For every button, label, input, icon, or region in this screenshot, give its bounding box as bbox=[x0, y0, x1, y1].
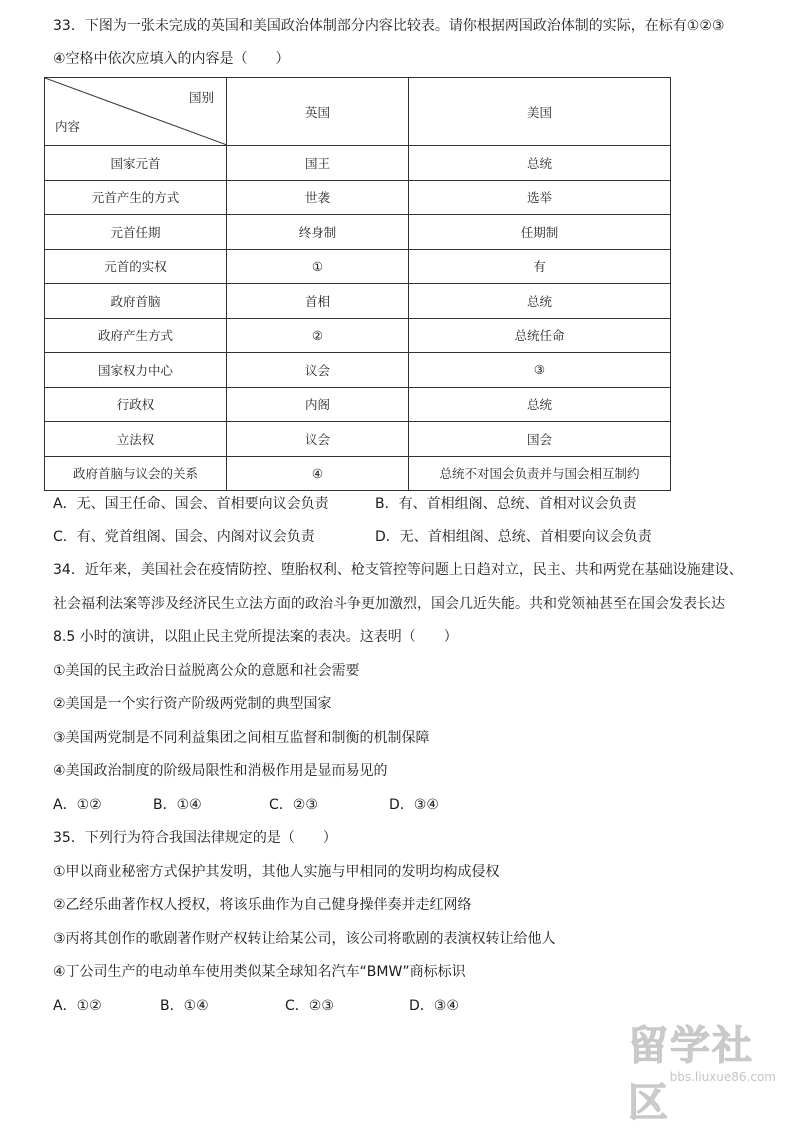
q33-options-row2 bbox=[53, 527, 652, 547]
uk-cell: ④ bbox=[227, 456, 409, 491]
table-row bbox=[45, 284, 671, 319]
uk-cell: 国王 bbox=[227, 146, 409, 181]
q33-option-d: D．无、首相组阁、总统、首相要向议会负责 bbox=[375, 529, 652, 545]
uk-cell: 议会 bbox=[227, 422, 409, 457]
q33-option-c: C．有、党首组阁、国会、内阁对议会负责 bbox=[53, 529, 315, 545]
q33-option-b: B．有、首相组阁、总统、首相对议会负责 bbox=[375, 496, 637, 512]
us-cell: 任期制 bbox=[409, 215, 671, 250]
row-label: 国家元首 bbox=[45, 146, 227, 181]
table-row bbox=[45, 456, 671, 491]
uk-cell: 终身制 bbox=[227, 215, 409, 250]
table-row bbox=[45, 422, 671, 457]
row-label: 元首的实权 bbox=[45, 249, 227, 284]
table-header-row bbox=[45, 78, 671, 146]
q34-statement-2: ②美国是一个实行资产阶级两党制的典型国家 bbox=[53, 696, 332, 712]
corner-label-country: 国别 bbox=[188, 90, 214, 105]
q34-stem-line1: 34．近年来，美国社会在疫情防控、堕胎权利、枪支管控等问题上日趋对立，民主、共和两党在基础设施建设、 bbox=[53, 562, 743, 578]
table-row bbox=[45, 353, 671, 388]
q33-options-row1 bbox=[53, 494, 637, 514]
row-label: 政府产生方式 bbox=[45, 318, 227, 353]
us-cell: 总统 bbox=[409, 284, 671, 319]
uk-cell: 内阁 bbox=[227, 387, 409, 422]
q34-option-b: B．①④ bbox=[153, 797, 202, 813]
uk-cell: 世袭 bbox=[227, 180, 409, 215]
q35-option-a: A．①② bbox=[53, 998, 102, 1014]
comparison-table bbox=[44, 77, 671, 491]
q34-statement-3: ③美国两党制是不同利益集团之间相互监督和制衡的机制保障 bbox=[53, 730, 430, 746]
table-row bbox=[45, 387, 671, 422]
q35-option-b: B．①④ bbox=[160, 998, 209, 1014]
watermark-title: 留学社区 bbox=[628, 1023, 754, 1126]
q35-stem: 35．下列行为符合我国法律规定的是（ ） bbox=[53, 830, 337, 846]
us-cell: 有 bbox=[409, 249, 671, 284]
column-header-uk: 英国 bbox=[227, 78, 409, 146]
q35-statement-2: ②乙经乐曲著作权人授权，将该乐曲作为自己健身操伴奏并走红网络 bbox=[53, 897, 472, 913]
q34-options bbox=[53, 795, 439, 815]
watermark-url: bbs.liuxue86.com bbox=[669, 1070, 776, 1084]
us-cell: 总统 bbox=[409, 387, 671, 422]
diagonal-header-cell bbox=[45, 78, 227, 146]
uk-cell: ② bbox=[227, 318, 409, 353]
row-label: 立法权 bbox=[45, 422, 227, 457]
q34-option-d: D．③④ bbox=[389, 797, 439, 813]
uk-cell: 议会 bbox=[227, 353, 409, 388]
row-label: 元首任期 bbox=[45, 215, 227, 250]
row-label: 政府首脑与议会的关系 bbox=[45, 456, 227, 491]
table-row bbox=[45, 180, 671, 215]
uk-cell: 首相 bbox=[227, 284, 409, 319]
corner-label-content: 内容 bbox=[55, 119, 81, 134]
watermark-logo bbox=[628, 1014, 780, 1126]
q34-stem-line2: 社会福利法案等涉及经济民生立法方面的政治斗争更加激烈，国会几近失能。共和党领袖甚至在国会发表长达 bbox=[53, 596, 725, 612]
q35-statement-4: ④丁公司生产的电动单车使用类似某全球知名汽车“BMW”商标标识 bbox=[53, 964, 466, 980]
us-cell: 国会 bbox=[409, 422, 671, 457]
table-row bbox=[45, 318, 671, 353]
us-cell: 选举 bbox=[409, 180, 671, 215]
q35-option-c: C．②③ bbox=[285, 998, 334, 1014]
us-cell: ③ bbox=[409, 353, 671, 388]
q35-statement-1: ①甲以商业秘密方式保护其发明，其他人实施与甲相同的发明均构成侵权 bbox=[53, 864, 500, 880]
row-label: 行政权 bbox=[45, 387, 227, 422]
q34-option-c: C．②③ bbox=[269, 797, 318, 813]
uk-cell: ① bbox=[227, 249, 409, 284]
q35-option-d: D．③④ bbox=[409, 998, 459, 1014]
q33-stem-line2: ④空格中依次应填入的内容是（ ） bbox=[53, 51, 290, 67]
table-row bbox=[45, 215, 671, 250]
us-cell: 总统 bbox=[409, 146, 671, 181]
q35-statement-3: ③丙将其创作的歌剧著作财产权转让给某公司，该公司将歌剧的表演权转让给他人 bbox=[53, 931, 556, 947]
us-cell: 总统不对国会负责并与国会相互制约 bbox=[409, 456, 671, 491]
row-label: 政府首脑 bbox=[45, 284, 227, 319]
table-row bbox=[45, 146, 671, 181]
q34-option-a: A．①② bbox=[53, 797, 102, 813]
q33-stem-line1: 33．下图为一张未完成的英国和美国政治体制部分内容比较表。请你根据两国政治体制的实际，在标有①②③ bbox=[53, 18, 725, 34]
us-cell: 总统任命 bbox=[409, 318, 671, 353]
q34-stem-line3: 8.5 小时的演讲，以阻止民主党所提法案的表决。这表明（ ） bbox=[53, 629, 458, 645]
q35-options bbox=[53, 996, 459, 1016]
table-row bbox=[45, 249, 671, 284]
q33-option-a: A．无、国王任命、国会、首相要向议会负责 bbox=[53, 496, 329, 512]
q34-statement-1: ①美国的民主政治日益脱离公众的意愿和社会需要 bbox=[53, 663, 360, 679]
q34-statement-4: ④美国政治制度的阶级局限性和消极作用是显而易见的 bbox=[53, 763, 388, 779]
column-header-us: 美国 bbox=[409, 78, 671, 146]
row-label: 元首产生的方式 bbox=[45, 180, 227, 215]
row-label: 国家权力中心 bbox=[45, 353, 227, 388]
